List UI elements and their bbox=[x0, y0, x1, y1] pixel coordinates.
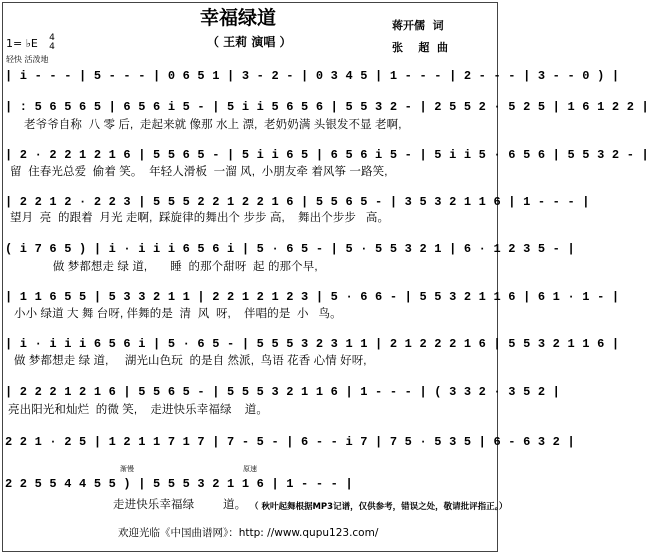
notation-row-7: | i · i i i 6 5 6 i | 5 · 6 5 - | 5 5 5 3 2 3 1 1 | 2 1 2 2 2 1 6 | 5 5 3 2 1 1 6 | bbox=[5, 337, 620, 351]
song-title: 幸福绿道 bbox=[200, 7, 277, 29]
notation-row-10: 2 2 5 5 4 4 5 5 ) | 5 5 5 3 2 1 1 6 | 1 - - - | bbox=[5, 477, 353, 491]
lyricist-credit: 蒋开儒 词 bbox=[392, 19, 444, 32]
singer-credit: （ 王莉 演唱 ） bbox=[207, 35, 292, 49]
notation-row-5: ( i 7 6 5 ) | i · i i i 6 5 6 i | 5 · 6 5 - | 5 · 5 5 3 2 1 | 6 · 1 2 3 5 - | bbox=[5, 242, 575, 256]
key-signature: 1= ♭E bbox=[6, 37, 38, 50]
lyrics-row-4: 望月 亮 的跟着 月光 走啊, 踩旋律的舞出个 步步 高, 舞出个步步 高。 bbox=[10, 212, 390, 224]
last-lyric: 走进快乐幸福绿 bbox=[113, 499, 195, 511]
tempo-marking: 轻快 活泼地 bbox=[6, 55, 49, 64]
time-signature bbox=[48, 34, 56, 52]
score-note: （ 秋叶起舞根据MP3记谱，仅供参考，错误之处，敬请批评指正。） bbox=[250, 502, 508, 512]
notation-row-4: | 2 2 1 2 · 2 2 3 | 5 5 5 2 2 1 2 2 1 6 | 5 5 6 5 - | 3 5 3 2 1 1 6 | 1 - - - | bbox=[5, 195, 590, 209]
lyrics-row-7: 做 梦都想走 绿 道, 湖光山色玩 的是自 然派, 鸟语 花香 心情 好呀, bbox=[14, 355, 367, 367]
lyrics-row-3: 留 住春光总爱 偷着 笑。 年轻人滑板 一溜 风, 小朋友牵 着风筝 一路笑, bbox=[10, 166, 388, 178]
composer-credit: 张 超 曲 bbox=[392, 41, 448, 54]
lyrics-row-5: 做 梦都想走 绿 道, 睡 的那个甜呀 起 的那个早, bbox=[10, 261, 318, 273]
slow-label: 渐慢 bbox=[120, 465, 134, 473]
notation-row-8: | 2 2 2 1 2 1 6 | 5 5 6 5 - | 5 5 5 3 2 1 1 6 | 1 - - - | ( 3 3 2 · 3 5 2 | bbox=[5, 385, 561, 399]
lyrics-row-8: 亮出阳光和灿烂 的微 笑, 走进快乐幸福绿 道。 bbox=[8, 404, 268, 416]
time-signature-bottom: 4 bbox=[49, 42, 55, 52]
notation-row-1: | i - - - | 5 - - - | 0 6 5 1 | 3 - 2 - | 0 3 4 5 | 1 - - - | 2 - - - | 3 - - 0 ) | bbox=[5, 69, 620, 83]
lyrics-row-6: 小小 绿道 大 舞 台呀, 伴舞的是 清 风 呀, 伴唱的是 小 鸟。 bbox=[14, 308, 342, 320]
notation-row-9: 2 2 1 · 2 5 | 1 2 1 1 7 1 7 | 7 - 5 - | 6 - - i 7 | 7 5 · 5 3 5 | 6 - 6 3 2 | bbox=[5, 435, 575, 449]
tempo-label: 原速 bbox=[243, 465, 257, 473]
last-lyric-end: 道。 bbox=[223, 499, 247, 511]
lyrics-row-2: 老爷爷自称 八 零 后, 走起来就 像那 水上 漂, 老奶奶满 头银发不显 老啊, bbox=[24, 119, 402, 131]
time-signature-top: 4 bbox=[49, 33, 55, 43]
notation-row-6: | 1 1 6 5 5 | 5 3 3 2 1 1 | 2 2 1 2 1 2 3 | 5 · 6 6 - | 5 5 3 2 1 1 6 | 6 1 · 1 - | bbox=[5, 290, 620, 304]
site-footer: 欢迎光临《中国曲谱网》：http: //www.qupu123.com/ bbox=[118, 527, 379, 539]
notation-row-3: | 2 · 2 2 1 2 1 6 | 5 5 6 5 - | 5 i i 6 5 | 6 5 6 i 5 - | 5 i i 5 · 6 5 6 | 5 5 3 2 - | bbox=[5, 148, 649, 162]
notation-row-2: | : 5 6 5 6 5 | 6 5 6 i 5 - | 5 i i 5 6 5 6 | 5 5 3 2 - | 2 5 5 2 · 5 2 5 | 1 6 1 2 2 | bbox=[5, 100, 649, 114]
